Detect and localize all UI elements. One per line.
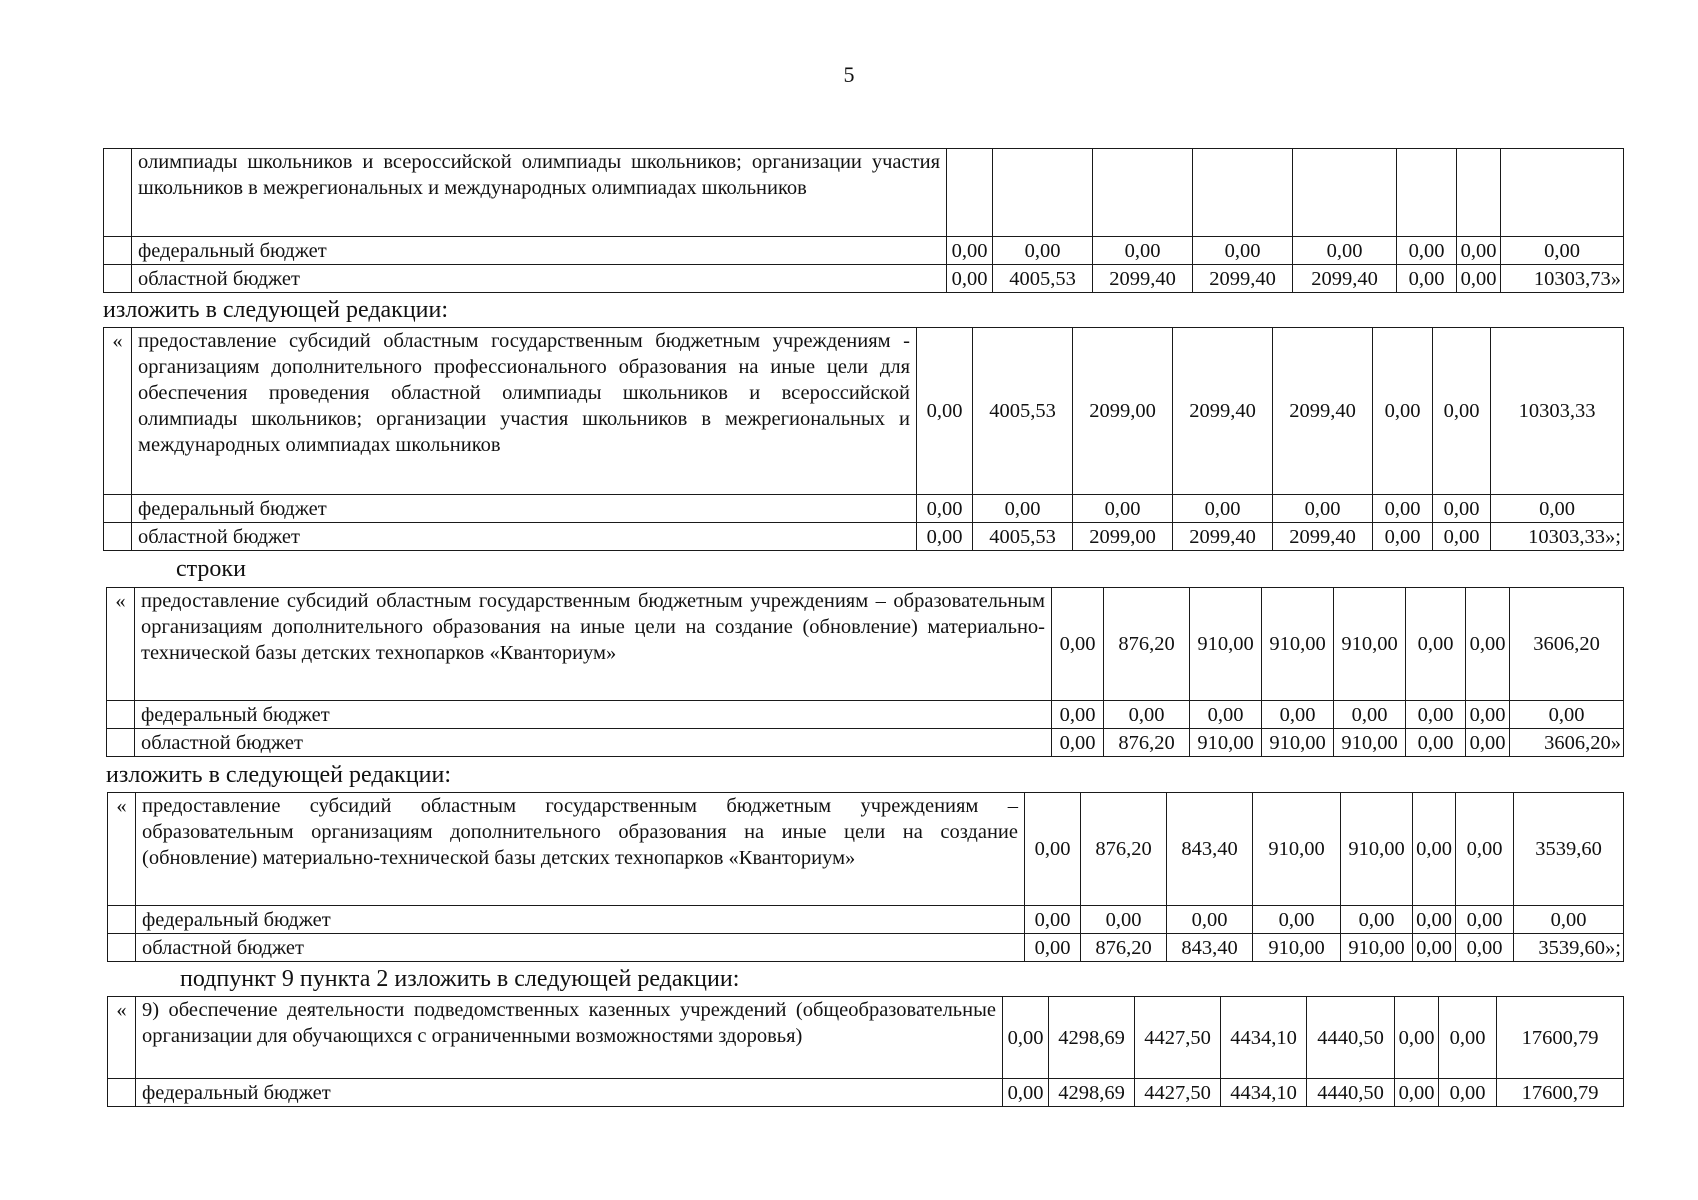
table-row	[104, 495, 1624, 523]
budget-table-5	[107, 996, 1624, 1107]
value-cell: 2099,40	[1173, 328, 1273, 495]
table-row	[107, 729, 1624, 757]
value-cell: 0,00	[1514, 906, 1624, 934]
value-cell: 910,00	[1190, 588, 1262, 701]
table-row	[108, 997, 1624, 1079]
table-row	[108, 934, 1624, 962]
value-cell: 0,00	[1395, 997, 1439, 1079]
value-cell: 0,00	[1293, 237, 1397, 265]
budget-table-2	[103, 327, 1624, 551]
value-cell: 0,00	[1397, 237, 1457, 265]
value-cell: 0,00	[1262, 701, 1334, 729]
value-cell: 0,00	[1093, 237, 1193, 265]
value-cell: 910,00	[1190, 729, 1262, 757]
value-cell: 876,20	[1104, 588, 1190, 701]
row-label: федеральный бюджет	[135, 701, 1052, 729]
value-cell: 0,00	[1341, 906, 1413, 934]
item-description: 9) обеспечение деятельности подведомственных казенных учреждений (общеобразовательные организации для обучающихся с ограниченными возможностями здоровья)	[136, 997, 1003, 1079]
value-cell: 910,00	[1253, 793, 1341, 906]
budget-table-4	[107, 792, 1624, 962]
value-cell: 0,00	[1439, 1079, 1497, 1107]
budget-table-3	[106, 587, 1624, 757]
value-cell: 0,00	[1433, 328, 1491, 495]
value-cell: 2099,40	[1273, 523, 1373, 551]
value-cell: 0,00	[1025, 906, 1081, 934]
item-description: предоставление субсидий областным государственным бюджетным учреждениям – образовательным организациям дополнительного образования на иные цели на создание (обновление) материально-технической базы детских технопарков «Кванториум»	[135, 588, 1052, 701]
value-cell: 910,00	[1334, 588, 1406, 701]
value-cell: 0,00	[1439, 997, 1497, 1079]
value-cell: 0,00	[1273, 495, 1373, 523]
value-cell: 843,40	[1167, 793, 1253, 906]
value-cell: 0,00	[947, 265, 993, 293]
value-cell: 0,00	[1491, 495, 1624, 523]
value-cell: 0,00	[1413, 934, 1456, 962]
value-cell: 0,00	[1025, 934, 1081, 962]
value-cell: 876,20	[1081, 793, 1167, 906]
value-cell: 2099,00	[1073, 328, 1173, 495]
value-cell: 3606,20	[1510, 588, 1624, 701]
value-cell: 0,00	[993, 237, 1093, 265]
value-cell: 4434,10	[1221, 997, 1307, 1079]
value-cell: 2099,40	[1273, 328, 1373, 495]
value-cell: 0,00	[1466, 701, 1510, 729]
table-row	[107, 588, 1624, 701]
value-cell: 4005,53	[973, 523, 1073, 551]
row-label: областной бюджет	[136, 934, 1025, 962]
row-label: федеральный бюджет	[136, 1079, 1003, 1107]
value-cell: 2099,40	[1093, 265, 1193, 293]
value-cell: 0,00	[1397, 265, 1457, 293]
value-cell: 0,00	[1510, 701, 1624, 729]
quote-mark: «	[107, 588, 135, 701]
value-cell: 843,40	[1167, 934, 1253, 962]
value-cell: 0,00	[1406, 588, 1466, 701]
row-label: областной бюджет	[132, 523, 917, 551]
value-cell: 4434,10	[1221, 1079, 1307, 1107]
value-cell: 3539,60»;	[1514, 934, 1624, 962]
value-cell: 17600,79	[1497, 997, 1624, 1079]
value-cell: 0,00	[1253, 906, 1341, 934]
item-description: олимпиады школьников и всероссийской олимпиады школьников; организации участия школьников в межрегиональных и международных олимпиадах школьников	[132, 149, 947, 237]
value-cell: 0,00	[947, 237, 993, 265]
value-cell: 0,00	[1167, 906, 1253, 934]
table-row	[107, 701, 1624, 729]
value-cell: 0,00	[1413, 793, 1456, 906]
item-description: предоставление субсидий областным государственным бюджетным учреждениям - организациям дополнительного профессионального образования на иные цели для обеспечения проведения областной олимпиады школьников и всероссийской олимпиады школьников; организации участия школьников в межрегиональных и международных олимпиадах школьников	[132, 328, 917, 495]
value-cell: 0,00	[1104, 701, 1190, 729]
value-cell: 910,00	[1262, 729, 1334, 757]
value-cell: 0,00	[1373, 495, 1433, 523]
value-cell: 0,00	[1456, 793, 1514, 906]
row-label: федеральный бюджет	[132, 237, 947, 265]
value-cell: 0,00	[973, 495, 1073, 523]
value-cell: 4427,50	[1135, 997, 1221, 1079]
value-cell: 0,00	[1433, 523, 1491, 551]
value-cell: 0,00	[1406, 729, 1466, 757]
value-cell: 4440,50	[1307, 997, 1395, 1079]
value-cell: 0,00	[1466, 588, 1510, 701]
value-cell: 4298,69	[1049, 1079, 1135, 1107]
value-cell: 0,00	[1003, 997, 1049, 1079]
value-cell: 0,00	[1025, 793, 1081, 906]
table-row	[108, 793, 1624, 906]
value-cell: 0,00	[1501, 237, 1624, 265]
value-cell: 0,00	[1373, 523, 1433, 551]
value-cell: 910,00	[1334, 729, 1406, 757]
value-cell: 17600,79	[1497, 1079, 1624, 1107]
table-row	[108, 906, 1624, 934]
value-cell: 2099,40	[1293, 265, 1397, 293]
value-cell: 4005,53	[973, 328, 1073, 495]
value-cell: 0,00	[1052, 729, 1104, 757]
row-label: областной бюджет	[135, 729, 1052, 757]
value-cell: 0,00	[1173, 495, 1273, 523]
caption-subpoint-9: подпункт 9 пункта 2 изложить в следующей редакции:	[180, 966, 740, 992]
value-cell: 910,00	[1253, 934, 1341, 962]
value-cell: 0,00	[1081, 906, 1167, 934]
value-cell: 0,00	[1413, 906, 1456, 934]
table-row	[104, 265, 1624, 293]
value-cell: 10303,33	[1491, 328, 1624, 495]
value-cell: 0,00	[917, 523, 973, 551]
value-cell: 0,00	[1052, 588, 1104, 701]
value-cell: 0,00	[1334, 701, 1406, 729]
value-cell: 0,00	[1457, 265, 1501, 293]
value-cell: 3606,20»	[1510, 729, 1624, 757]
quote-mark: «	[108, 793, 136, 906]
value-cell: 876,20	[1104, 729, 1190, 757]
value-cell: 0,00	[1052, 701, 1104, 729]
quote-mark	[104, 149, 132, 237]
value-cell: 910,00	[1341, 934, 1413, 962]
value-cell: 0,00	[1456, 934, 1514, 962]
value-cell: 2099,00	[1073, 523, 1173, 551]
value-cell: 4005,53	[993, 265, 1093, 293]
value-cell: 0,00	[1190, 701, 1262, 729]
quote-mark: «	[104, 328, 132, 495]
table-row	[108, 1079, 1624, 1107]
row-label: федеральный бюджет	[136, 906, 1025, 934]
caption-amend-2: изложить в следующей редакции:	[106, 762, 452, 788]
caption-amend-1: изложить в следующей редакции:	[103, 297, 449, 323]
value-cell: 0,00	[1406, 701, 1466, 729]
table-row	[104, 149, 1624, 237]
row-label: областной бюджет	[132, 265, 947, 293]
quote-mark: «	[108, 997, 136, 1079]
value-cell: 10303,73»	[1501, 265, 1624, 293]
value-cell: 910,00	[1262, 588, 1334, 701]
caption-rows: строки	[176, 556, 246, 582]
value-cell: 3539,60	[1514, 793, 1624, 906]
value-cell: 876,20	[1081, 934, 1167, 962]
value-cell: 4440,50	[1307, 1079, 1395, 1107]
value-cell: 0,00	[1457, 237, 1501, 265]
budget-table-1	[103, 148, 1624, 293]
item-description: предоставление субсидий областным государственным бюджетным учреждениям – образовательным организациям дополнительного образования на иные цели на создание (обновление) материально-технической базы детских технопарков «Кванториум»	[136, 793, 1025, 906]
value-cell: 2099,40	[1173, 523, 1273, 551]
value-cell: 0,00	[917, 495, 973, 523]
table-row	[104, 237, 1624, 265]
table-row	[104, 328, 1624, 495]
value-cell: 0,00	[1193, 237, 1293, 265]
value-cell: 10303,33»;	[1491, 523, 1624, 551]
value-cell: 2099,40	[1193, 265, 1293, 293]
value-cell: 0,00	[1395, 1079, 1439, 1107]
value-cell: 4298,69	[1049, 997, 1135, 1079]
value-cell: 0,00	[1073, 495, 1173, 523]
value-cell: 4427,50	[1135, 1079, 1221, 1107]
value-cell: 0,00	[1466, 729, 1510, 757]
row-label: федеральный бюджет	[132, 495, 917, 523]
value-cell: 910,00	[1341, 793, 1413, 906]
value-cell: 0,00	[917, 328, 973, 495]
page-number: 5	[843, 62, 855, 87]
value-cell: 0,00	[1456, 906, 1514, 934]
value-cell: 0,00	[1003, 1079, 1049, 1107]
value-cell: 0,00	[1373, 328, 1433, 495]
table-row	[104, 523, 1624, 551]
value-cell: 0,00	[1433, 495, 1491, 523]
